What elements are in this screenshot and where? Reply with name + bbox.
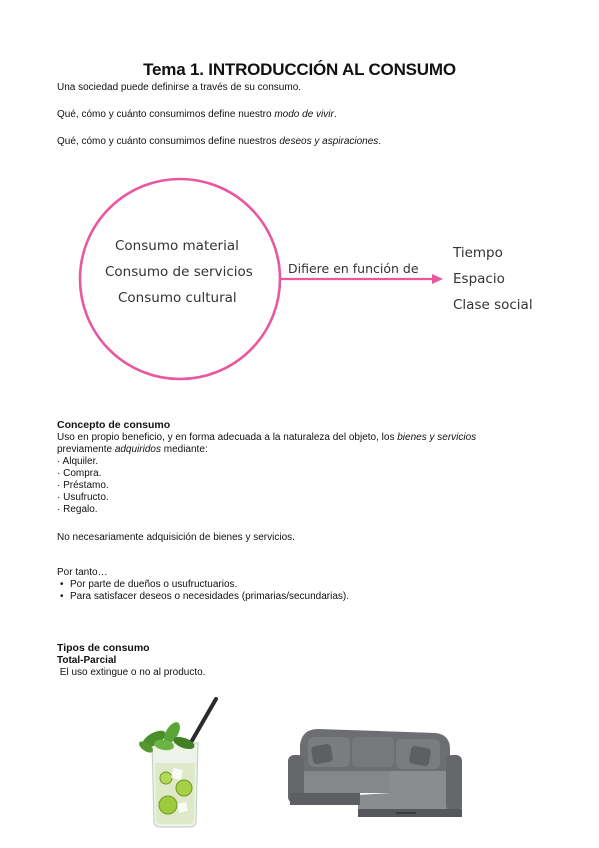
target-clase-social: Clase social bbox=[453, 297, 533, 313]
concepto-note: No necesariamente adquisición de bienes y servicios. bbox=[57, 532, 295, 543]
concepto-line2-end: mediante: bbox=[160, 444, 208, 455]
intro-paragraph-1: Una sociedad puede definirse a través de su consumo. bbox=[57, 82, 302, 93]
concepto-line-1 bbox=[57, 432, 476, 444]
list-item: • Por parte de dueños o usufructuarios. bbox=[57, 579, 349, 591]
arrow-head bbox=[432, 274, 443, 284]
concepto-line2-text: previamente bbox=[57, 444, 115, 455]
lime-slice bbox=[160, 772, 172, 784]
portanto-intro: Por tanto… bbox=[57, 567, 108, 578]
acquisition-list bbox=[57, 456, 109, 516]
portanto-list bbox=[57, 579, 349, 603]
sofa-base bbox=[290, 793, 360, 805]
sofa-seat bbox=[294, 771, 406, 793]
sofa-back-cushion bbox=[352, 737, 394, 767]
tipos-subheading: Total-Parcial bbox=[57, 655, 117, 666]
sofa-arm bbox=[446, 755, 462, 811]
intro-p2-text: Qué, cómo y cuánto consumimos define nuestro bbox=[57, 109, 275, 120]
intro-p2-end: . bbox=[333, 109, 337, 120]
intro-p3-text: Qué, cómo y cuánto consumimos define nuestros bbox=[57, 136, 280, 147]
intro-p3-emphasis: deseos y aspiraciones bbox=[279, 136, 379, 147]
target-tiempo: Tiempo bbox=[453, 245, 503, 261]
arrow-label: Difiere en función de bbox=[288, 261, 419, 276]
target-espacio: Espacio bbox=[453, 271, 505, 287]
concepto-line-2 bbox=[57, 444, 208, 456]
sofa-pillow bbox=[311, 743, 334, 764]
list-item: · Alquiler. bbox=[57, 456, 99, 467]
list-item: · Compra. bbox=[57, 468, 102, 479]
list-item: · Regalo. bbox=[57, 504, 98, 515]
list-item: • Para satisfacer deseos o necesidades (primarias/secundarias). bbox=[57, 591, 349, 603]
consumption-diagram bbox=[0, 0, 599, 420]
tipos-text: El uso extingue o no al producto. bbox=[57, 667, 206, 678]
concepto-line1-emphasis: bienes y servicios bbox=[397, 432, 477, 443]
list-item: · Préstamo. bbox=[57, 480, 109, 491]
sofa-storage-handle bbox=[396, 812, 416, 814]
intro-p3-end: . bbox=[378, 136, 382, 147]
tipos-heading: Tipos de consumo bbox=[57, 642, 150, 654]
page-title: Tema 1. INTRODUCCIÓN AL CONSUMO bbox=[143, 60, 456, 79]
concepto-heading: Concepto de consumo bbox=[57, 419, 171, 431]
sofa-image bbox=[286, 715, 464, 823]
intro-p2-emphasis: modo de vivir bbox=[274, 109, 334, 120]
ice-cube bbox=[177, 802, 188, 813]
lime-slice bbox=[159, 796, 177, 814]
circle-item-material: Consumo material bbox=[115, 238, 239, 254]
mojito-glass-image bbox=[128, 693, 224, 833]
list-item: · Usufructo. bbox=[57, 492, 109, 503]
circle-item-servicios: Consumo de servicios bbox=[105, 264, 253, 280]
concepto-line2-emphasis: adquiridos bbox=[114, 444, 161, 455]
concepto-line1-text: Uso en propio beneficio, y en forma adecuada a la naturaleza del objeto, los bbox=[57, 432, 398, 443]
lime-slice bbox=[176, 780, 192, 796]
circle-item-cultural: Consumo cultural bbox=[118, 290, 237, 306]
sofa-pillow bbox=[409, 745, 432, 766]
